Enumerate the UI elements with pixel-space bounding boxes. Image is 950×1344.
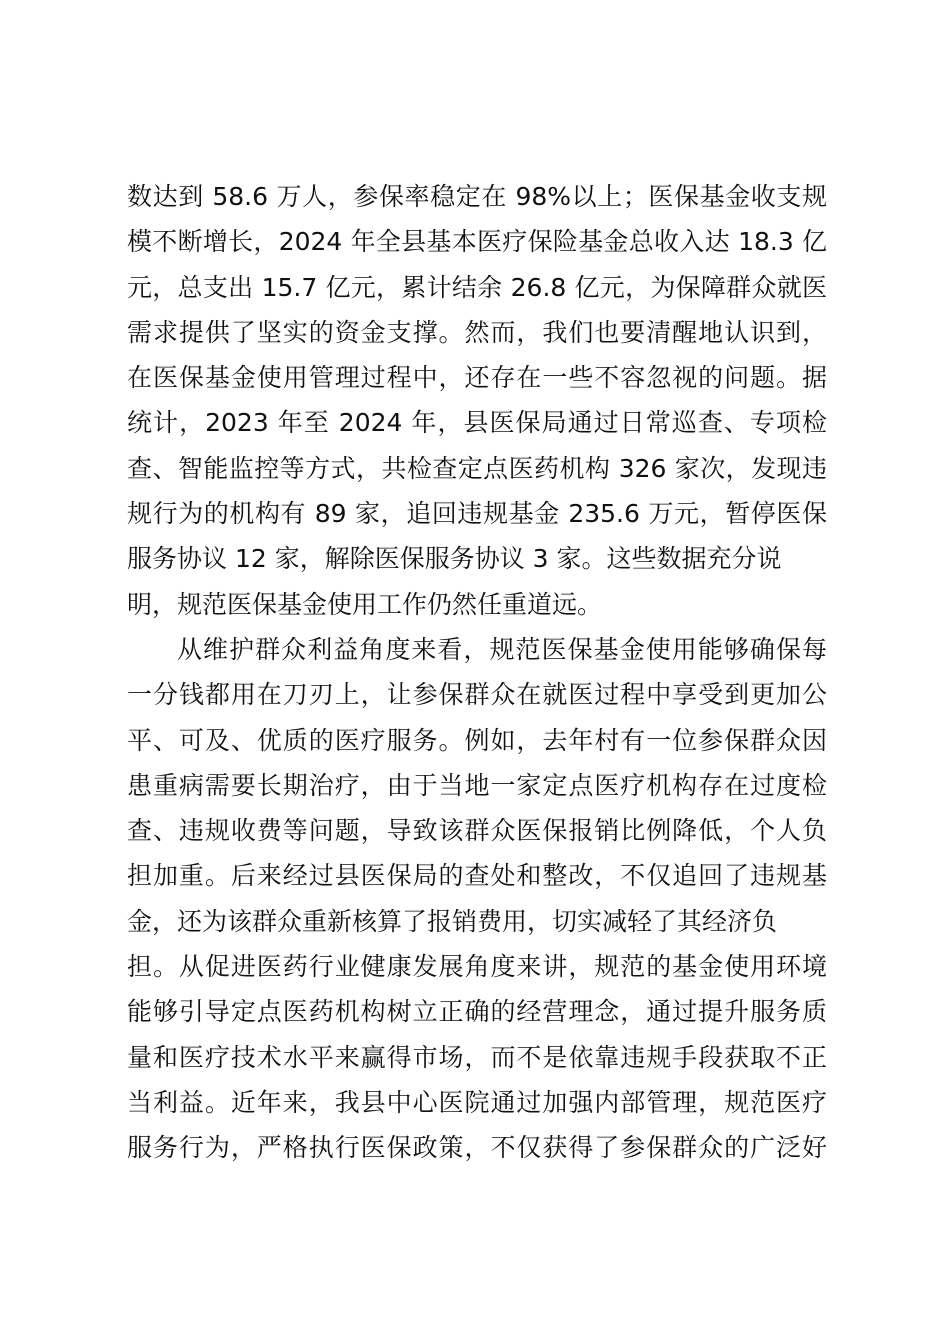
text-line: 服务协议 12 家，解除医保服务协议 3 家。这些数据充分说 xyxy=(127,544,782,574)
text-line: 数达到 58.6 万人，参保率稳定在 98%以上；医保基金收支规 xyxy=(127,182,827,211)
text-line: 担加重。后来经过县医保局的查处和整改，不仅追回了违规基 xyxy=(127,861,827,891)
text-line: 平、可及、优质的医疗服务。例如，去年村有一位参保群众因 xyxy=(127,725,827,755)
text-line: 从维护群众利益角度来看，规范医保基金使用能够确保每 xyxy=(177,634,827,664)
text-line: 需求提供了坚实的资金支撑。然而，我们也要清醒地认识到， xyxy=(127,317,827,347)
paragraph-1 xyxy=(127,174,827,627)
text-line: 一分钱都用在刀刃上，让参保群众在就医过程中享受到更加公 xyxy=(127,680,827,710)
text-line: 在医保基金使用管理过程中，还存在一些不容忽视的问题。据 xyxy=(127,363,827,393)
text-line: 量和医疗技术水平来赢得市场，而不是依靠违规手段获取不正 xyxy=(127,1042,827,1072)
text-line: 服务行为，严格执行医保政策，不仅获得了参保群众的广泛好 xyxy=(127,1133,827,1163)
text-line: 统计，2023 年至 2024 年，县医保局通过日常巡查、专项检 xyxy=(127,408,827,438)
text-line: 金，还为该群众重新核算了报销费用，切实减轻了其经济负 xyxy=(127,906,778,936)
text-line: 模不断增长，2024 年全县基本医疗保险基金总收入达 18.3 亿 xyxy=(127,227,827,257)
paragraph-2 xyxy=(127,627,827,1171)
text-line: 明，规范医保基金使用工作仍然任重道远。 xyxy=(127,589,603,619)
text-line: 查、智能监控等方式，共检查定点医药机构 326 家次，发现违 xyxy=(127,453,827,483)
text-line: 能够引导定点医药机构树立正确的经营理念，通过提升服务质 xyxy=(127,997,827,1027)
text-line: 查、违规收费等问题，导致该群众医保报销比例降低，个人负 xyxy=(127,816,827,846)
text-line: 当利益。近年来，我县中心医院通过加强内部管理，规范医疗 xyxy=(127,1087,827,1117)
text-line: 元，总支出 15.7 亿元，累计结余 26.8 亿元，为保障群众就医 xyxy=(127,272,827,302)
body-text xyxy=(127,174,827,1171)
text-line: 患重病需要长期治疗，由于当地一家定点医疗机构存在过度检 xyxy=(127,770,827,800)
text-line: 规行为的机构有 89 家，追回违规基金 235.6 万元，暂停医保 xyxy=(127,499,827,529)
text-line: 担。从促进医药行业健康发展角度来讲，规范的基金使用环境 xyxy=(127,952,827,982)
